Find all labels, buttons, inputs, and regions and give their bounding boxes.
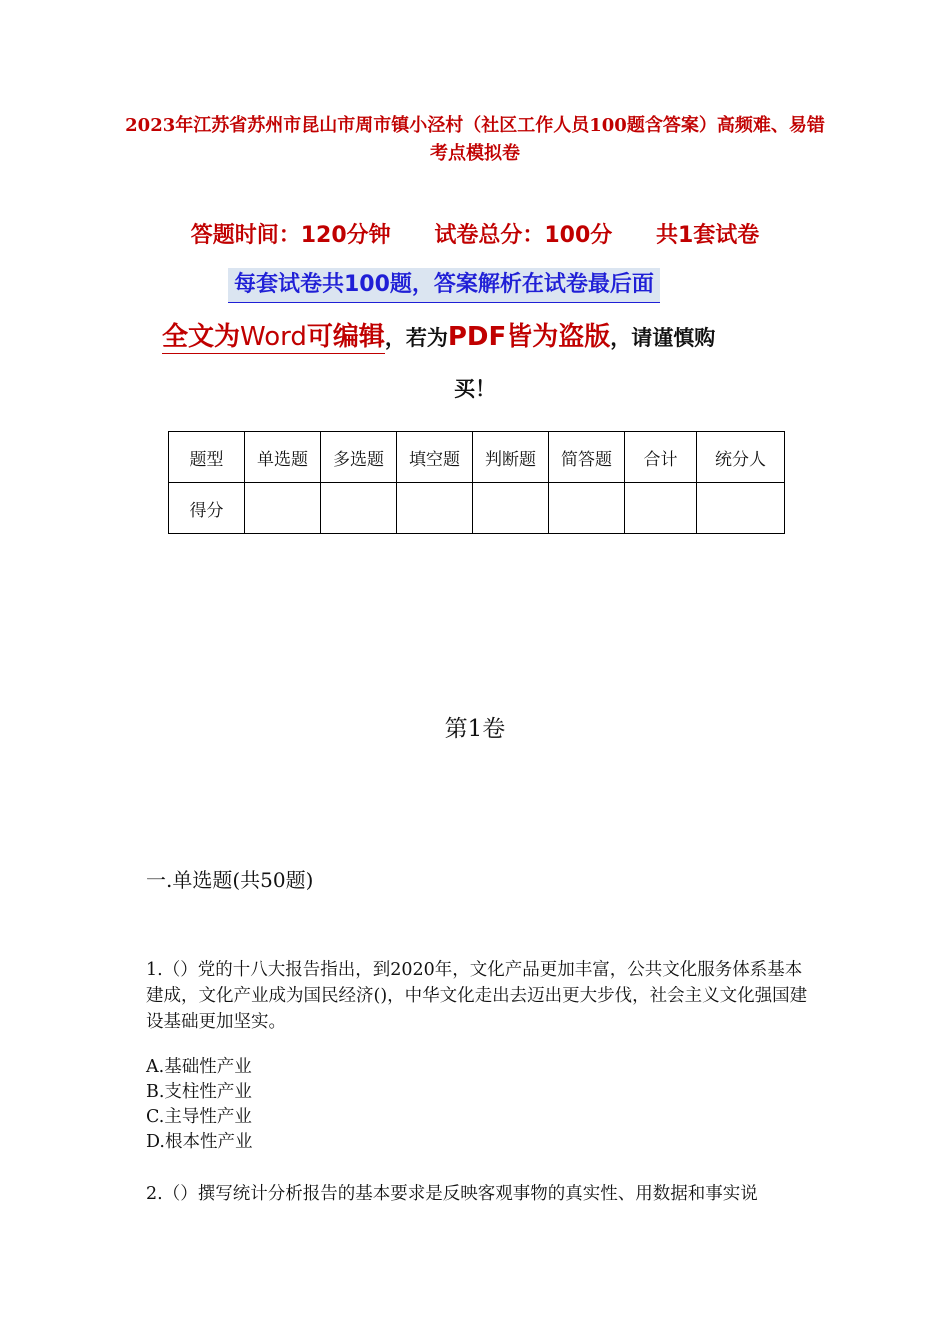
score-cell[interactable] [697, 483, 785, 534]
question-1-options [146, 1055, 252, 1155]
score-header-cell: 填空题 [397, 432, 473, 483]
section-title: 一.单选题(共50题) [146, 868, 314, 892]
promo-red-part2: 可编辑 [306, 322, 385, 352]
exam-total-score: 试卷总分：100分 [434, 223, 613, 248]
promo-copyright-note [162, 312, 802, 414]
score-row-label: 得分 [169, 483, 245, 534]
volume-heading: 第1卷 [444, 716, 506, 742]
option-d: D.根本性产业 [146, 1132, 253, 1152]
exam-info-line [0, 218, 950, 249]
exam-set-count: 共1套试卷 [655, 223, 760, 248]
score-table-header-row [169, 432, 785, 483]
promo-editable-phrase [162, 322, 385, 354]
score-cell[interactable] [321, 483, 397, 534]
score-table [168, 431, 785, 534]
option-b: B.支柱性产业 [146, 1082, 252, 1102]
score-header-cell: 合计 [625, 432, 697, 483]
score-cell[interactable] [625, 483, 697, 534]
score-header-cell: 判断题 [473, 432, 549, 483]
promo-end: ，请谨慎购 [610, 326, 716, 350]
score-header-cell: 统分人 [697, 432, 785, 483]
score-cell[interactable] [473, 483, 549, 534]
promo-pdf: PDF皆为盗版 [447, 322, 611, 352]
option-a: A.基础性产业 [146, 1057, 252, 1077]
score-table-score-row [169, 483, 785, 534]
question-1-text: 1.（）党的十八大报告指出，到2020年，文化产品更加丰富，公共文化服务体系基本建成，文化产业成为国民经济()，中华文化走出去迈出更大步伐，社会主义文化强国建设基础更加坚实。 [146, 960, 808, 1032]
promo-comma1: ，若为 [384, 326, 448, 350]
option-c: C.主导性产业 [146, 1107, 252, 1127]
score-cell[interactable] [245, 483, 321, 534]
score-header-cell: 简答题 [549, 432, 625, 483]
score-cell[interactable] [549, 483, 625, 534]
promo-red-part1: 全文为 [162, 322, 241, 352]
promo-word: Word [240, 322, 307, 352]
score-cell[interactable] [397, 483, 473, 534]
promo-line2: 买！ [454, 377, 496, 401]
question-2-text: 2.（）撰写统计分析报告的基本要求是反映客观事物的真实性、用数据和事实说 [146, 1184, 758, 1204]
score-header-cell: 多选题 [321, 432, 397, 483]
score-header-cell: 单选题 [245, 432, 321, 483]
exam-time: 答题时间：120分钟 [190, 223, 391, 248]
score-header-cell: 题型 [169, 432, 245, 483]
promo-answer-note: 每套试卷共100题，答案解析在试卷最后面 [228, 268, 660, 303]
document-title: 2023年江苏省苏州市昆山市周市镇小泾村（社区工作人员100题含答案）高频难、易错考点模拟卷 [125, 115, 825, 164]
